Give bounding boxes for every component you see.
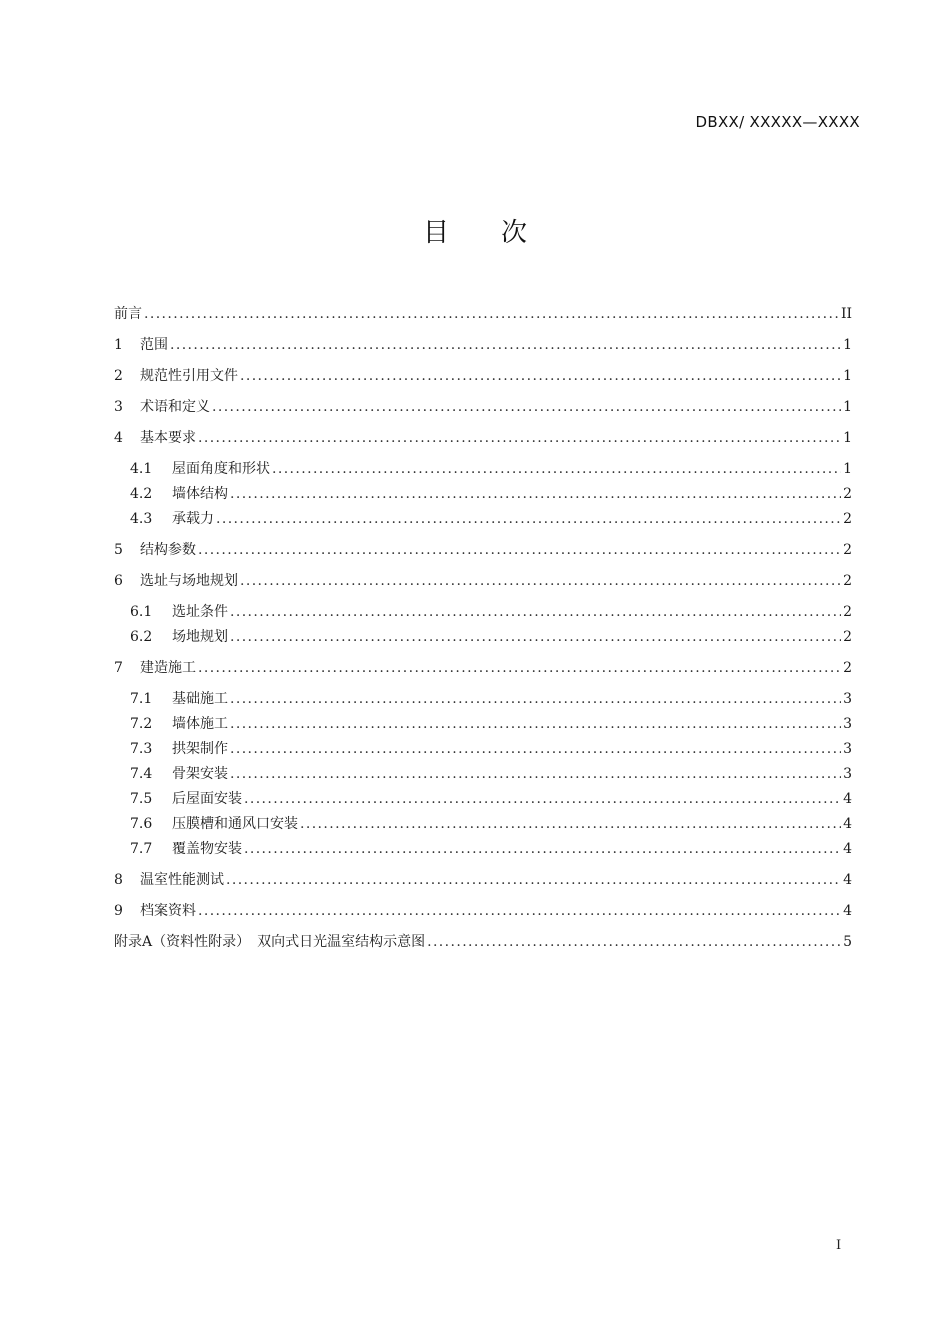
toc-dot-leader [198, 427, 841, 449]
toc-entry-number: 7.2 [130, 716, 153, 732]
toc-dot-leader [230, 688, 841, 710]
toc-dot-leader [244, 788, 841, 810]
toc-entry-number: 8 [114, 872, 123, 888]
toc-dot-leader [427, 931, 841, 953]
toc-dot-leader [230, 483, 841, 505]
toc-entry[interactable] [130, 763, 852, 785]
toc-dot-leader [230, 601, 841, 623]
toc-dot-leader [272, 458, 841, 480]
toc-entry-title: 拱架制作 [172, 741, 228, 757]
toc-entry-number: 6.1 [130, 604, 153, 620]
toc-entry-page: 4 [843, 841, 852, 857]
toc-entry-page: 4 [843, 791, 852, 807]
toc-entry-number: 7 [114, 660, 123, 676]
toc-entry-title: 后屋面安装 [172, 791, 242, 807]
toc-entry-title: 温室性能测试 [140, 872, 224, 888]
toc-entry[interactable] [114, 427, 852, 449]
toc-entry-number: 1 [114, 337, 123, 353]
toc-entry[interactable] [114, 396, 852, 418]
page-number: I [836, 1238, 842, 1253]
toc-entry-number: 6 [114, 573, 123, 589]
toc-entry-page: II [840, 306, 852, 322]
toc-entry-page: 1 [843, 368, 852, 384]
toc-entry[interactable] [130, 626, 852, 648]
toc-entry-title: 承载力 [172, 511, 214, 527]
toc-entry[interactable] [130, 458, 852, 480]
toc-entry-title: 屋面角度和形状 [172, 461, 270, 477]
toc-entry-title: 场地规划 [172, 629, 228, 645]
toc-entry-page: 2 [843, 511, 852, 527]
toc-entry-page: 1 [843, 430, 852, 446]
toc-entry-page: 3 [843, 716, 852, 732]
toc-entry-page: 2 [843, 629, 852, 645]
toc-entry-number: 6.2 [130, 629, 153, 645]
toc-entry-title: 选址与场地规划 [140, 573, 238, 589]
toc-entry-title: 墙体施工 [172, 716, 228, 732]
toc-entry-page: 1 [843, 337, 852, 353]
toc-entry-page: 3 [843, 741, 852, 757]
toc-entry[interactable] [114, 365, 852, 387]
toc-entry-page: 5 [843, 934, 852, 950]
toc-dot-leader [300, 813, 841, 835]
toc-dot-leader [216, 508, 841, 530]
toc-dot-leader [170, 334, 841, 356]
toc-dot-leader [230, 713, 841, 735]
toc-dot-leader [230, 763, 841, 785]
toc-entry-title: 覆盖物安装 [172, 841, 242, 857]
toc-dot-leader [144, 303, 839, 325]
toc-entry[interactable] [114, 869, 852, 891]
toc-entry[interactable] [114, 570, 852, 592]
toc-entry-number: 4.3 [130, 511, 153, 527]
toc-entry[interactable] [130, 713, 852, 735]
toc-entry-title: 选址条件 [172, 604, 228, 620]
toc-entry-title: 压膜槽和通风口安装 [172, 816, 298, 832]
toc-entry-page: 2 [843, 604, 852, 620]
toc-entry-title: 附录A（资料性附录） 双向式日光温室结构示意图 [114, 934, 426, 950]
toc-dot-leader [226, 869, 841, 891]
toc-entry-page: 3 [843, 766, 852, 782]
toc-entry[interactable] [130, 788, 852, 810]
toc-entry-title: 建造施工 [140, 660, 196, 676]
toc-entry[interactable] [114, 900, 852, 922]
toc-entry[interactable] [130, 738, 852, 760]
toc-entry-number: 4 [114, 430, 123, 446]
toc-entry[interactable] [130, 483, 852, 505]
toc-entry-number: 4.1 [130, 461, 153, 477]
toc-entry-title: 基础施工 [172, 691, 228, 707]
toc-entry-page: 3 [843, 691, 852, 707]
toc-entry-title: 墙体结构 [172, 486, 228, 502]
page-title: 目次 [422, 218, 579, 248]
toc-entry[interactable] [114, 931, 852, 953]
toc-dot-leader [240, 365, 841, 387]
toc-dot-leader [198, 900, 841, 922]
toc-entry-title: 基本要求 [140, 430, 196, 446]
toc-entry[interactable] [114, 539, 852, 561]
toc-entry-page: 2 [843, 486, 852, 502]
toc-entry-title: 前言 [114, 306, 142, 322]
toc-entry-number: 4.2 [130, 486, 153, 502]
toc-entry-title: 范围 [140, 337, 168, 353]
toc-entry-number: 7.7 [130, 841, 153, 857]
toc-entry[interactable] [114, 303, 852, 325]
toc-dot-leader [240, 570, 841, 592]
toc-entry-page: 2 [843, 542, 852, 558]
toc-dot-leader [230, 626, 841, 648]
toc-entry-number: 3 [114, 399, 123, 415]
toc-entry-page: 1 [843, 399, 852, 415]
toc-entry[interactable] [130, 508, 852, 530]
document-code: DBXX/ XXXXX—XXXX [695, 113, 860, 131]
toc-entry[interactable] [114, 334, 852, 356]
toc-entry-number: 7.3 [130, 741, 153, 757]
toc-entry-page: 4 [843, 816, 852, 832]
toc-entry-page: 4 [843, 872, 852, 888]
toc-entry[interactable] [130, 688, 852, 710]
toc-dot-leader [198, 539, 841, 561]
toc-entry-title: 档案资料 [140, 903, 196, 919]
toc-entry[interactable] [130, 601, 852, 623]
toc-entry-number: 9 [114, 903, 123, 919]
toc-entry-page: 4 [843, 903, 852, 919]
toc-dot-leader [198, 657, 841, 679]
toc-entry-page: 2 [843, 660, 852, 676]
toc-entry-title: 规范性引用文件 [140, 368, 238, 384]
toc-entry[interactable] [130, 813, 852, 835]
toc-entry-number: 7.4 [130, 766, 153, 782]
toc-entry-number: 2 [114, 368, 123, 384]
toc-entry-title: 结构参数 [140, 542, 196, 558]
toc-dot-leader [244, 838, 841, 860]
toc-entry[interactable] [130, 838, 852, 860]
toc-entry-page: 2 [843, 573, 852, 589]
toc-entry[interactable] [114, 657, 852, 679]
toc-entry-number: 5 [114, 542, 123, 558]
toc-dot-leader [212, 396, 841, 418]
toc-entry-number: 7.5 [130, 791, 153, 807]
toc-entry-title: 术语和定义 [140, 399, 210, 415]
toc-entry-number: 7.1 [130, 691, 153, 707]
toc-entry-page: 1 [843, 461, 852, 477]
toc-entry-title: 骨架安装 [172, 766, 228, 782]
toc-entry-number: 7.6 [130, 816, 153, 832]
toc-dot-leader [230, 738, 841, 760]
